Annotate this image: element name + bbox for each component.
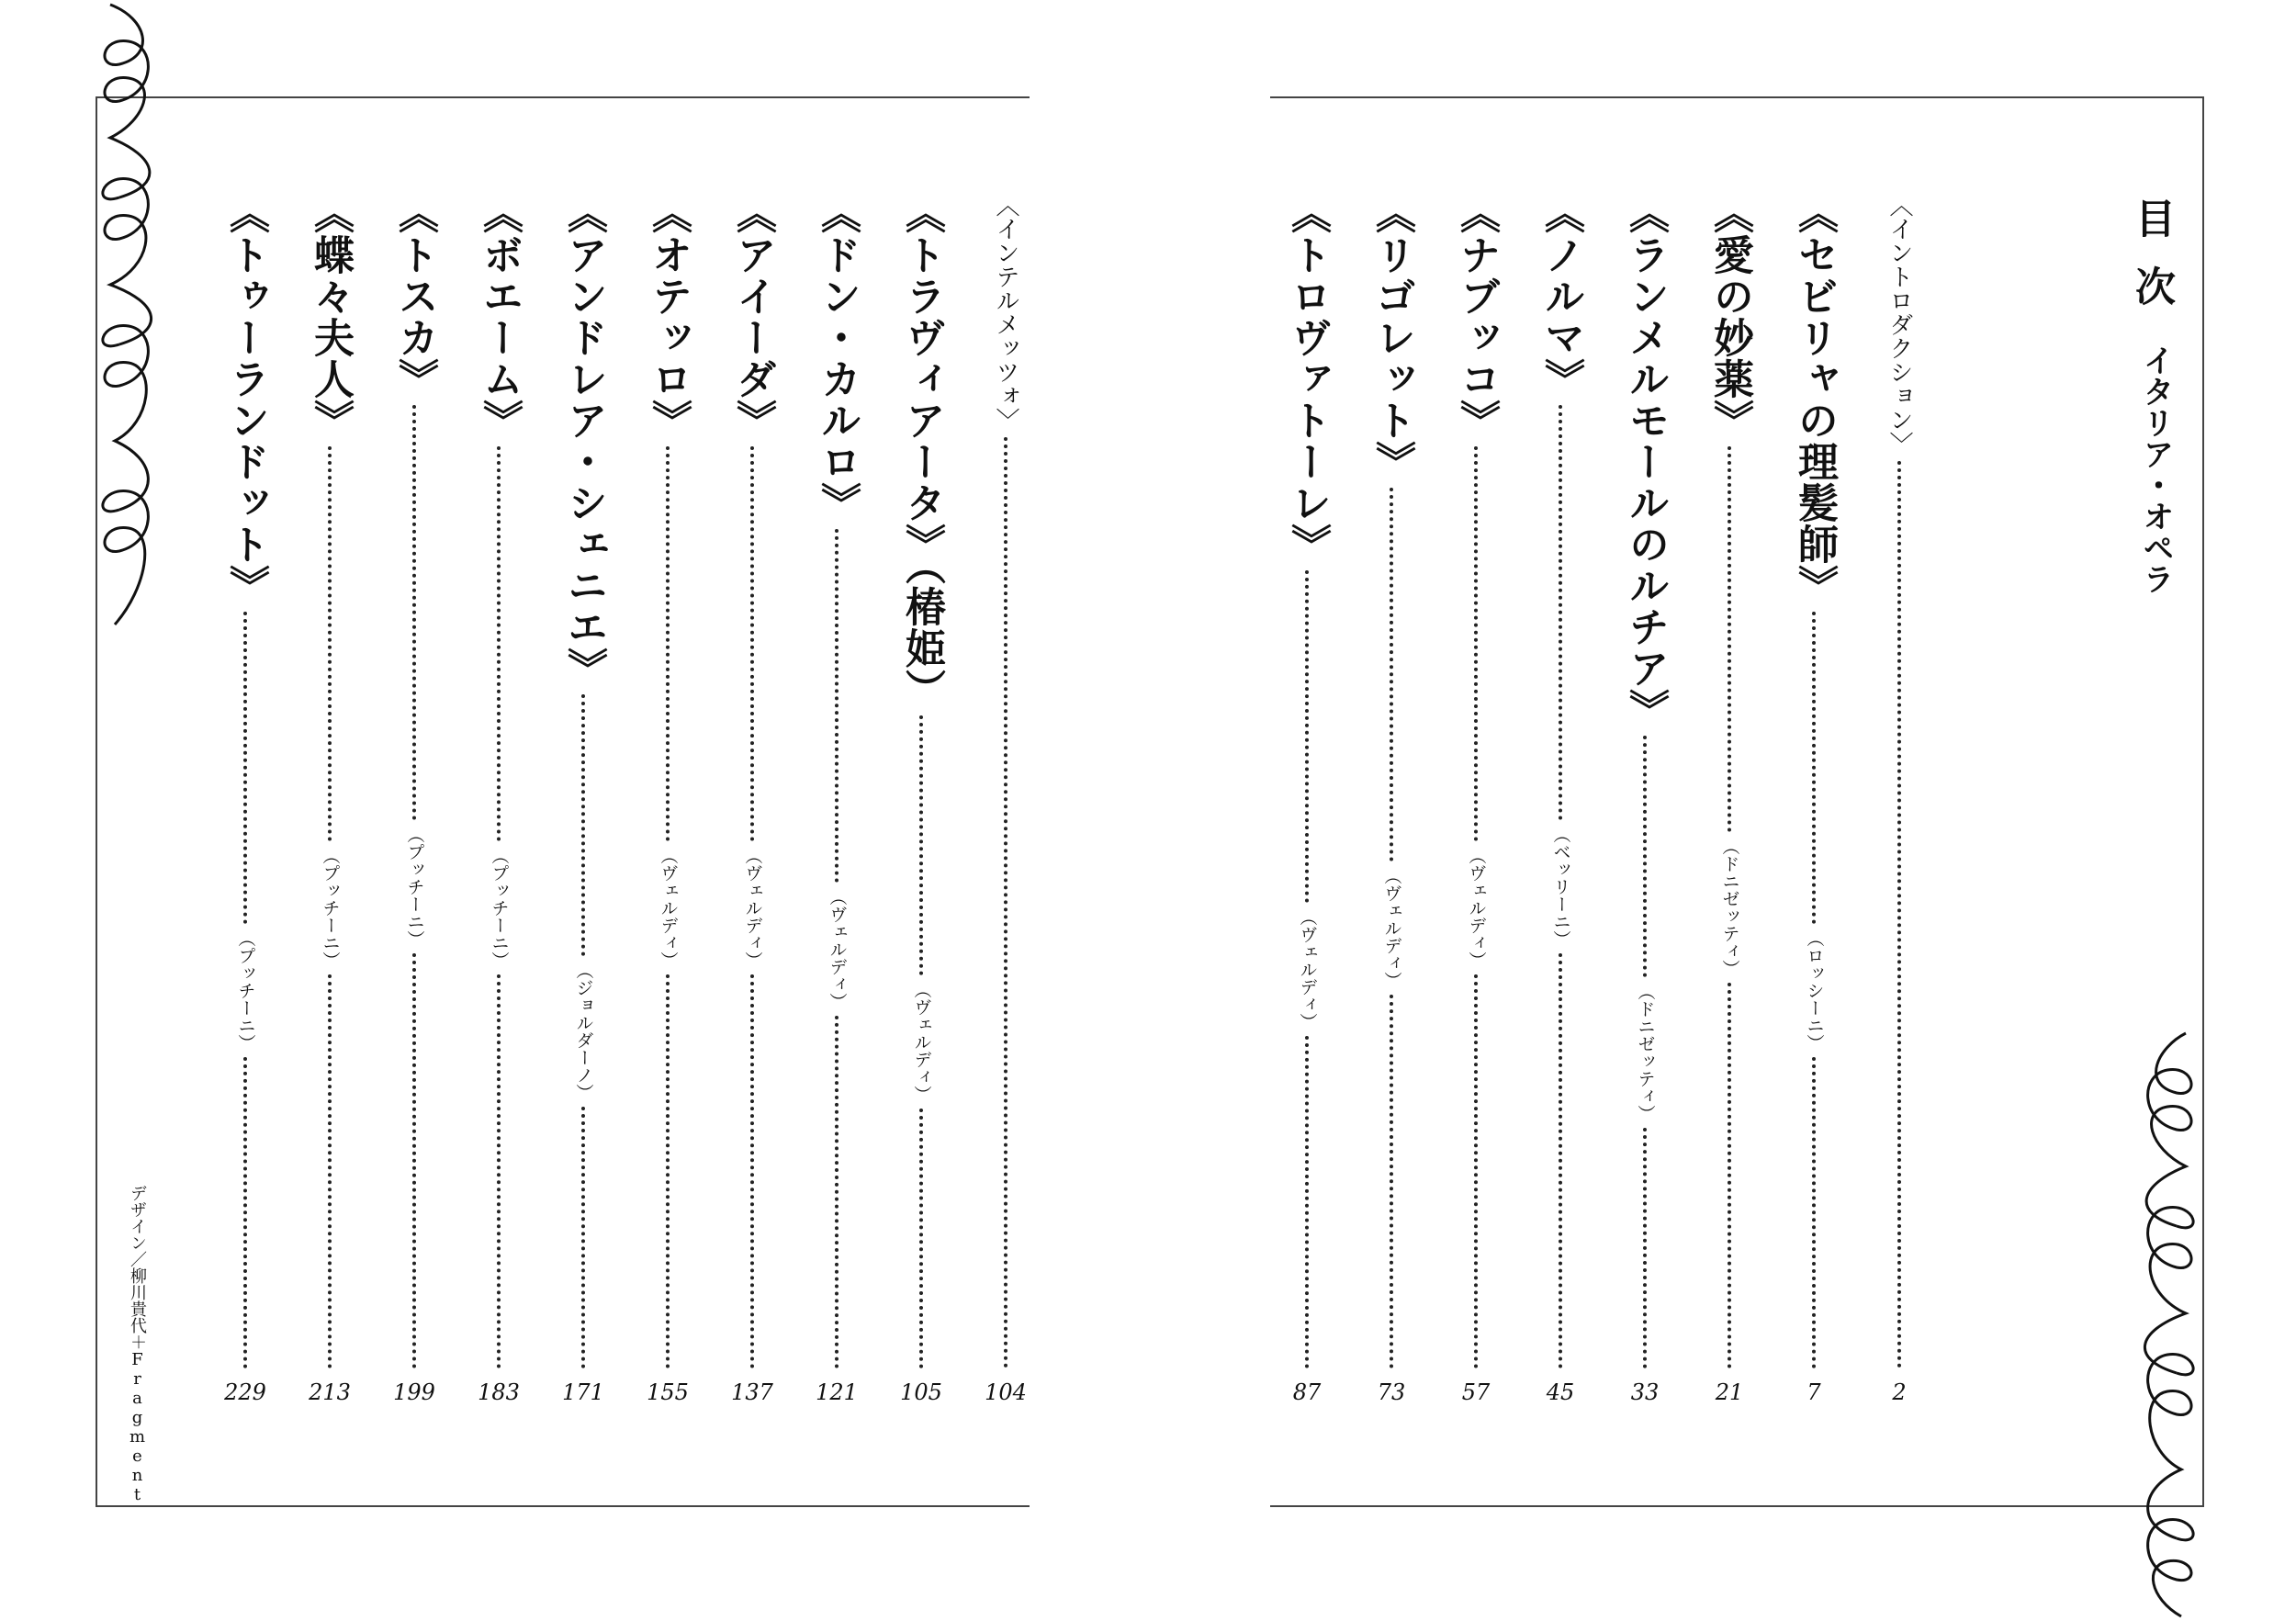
entry-page-number: 104	[985, 1379, 1027, 1405]
toc-entry[interactable]	[382, 193, 446, 1405]
leader-dots	[1390, 995, 1393, 1368]
entry-composer: （プッチーニ）	[404, 826, 425, 948]
leader-dots	[666, 446, 670, 841]
entry-composer: （ドニゼッティ）	[1719, 838, 1740, 977]
entry-title: 《トロヴァトーレ》	[1284, 193, 1331, 565]
toc-entry[interactable]	[1613, 193, 1677, 1405]
entry-page-number: 229	[224, 1379, 266, 1405]
toc-entry[interactable]	[1444, 193, 1508, 1405]
toc-entry[interactable]	[467, 193, 531, 1405]
entry-composer: （ヴェルディ）	[1297, 908, 1318, 1030]
entry-page-number: 2	[1892, 1379, 1907, 1405]
leader-dots	[1812, 1057, 1816, 1369]
leader-dots	[1390, 488, 1393, 861]
entry-title: 《ノルマ》	[1537, 193, 1584, 400]
leader-dots	[328, 446, 332, 841]
entry-page-number: 121	[816, 1379, 858, 1405]
toc-entry[interactable]	[889, 193, 953, 1405]
leader-dots	[750, 974, 754, 1369]
leader-dots	[919, 715, 923, 975]
leader-dots	[1643, 736, 1647, 977]
entry-page-number: 57	[1461, 1379, 1491, 1405]
leader-dots	[1474, 974, 1478, 1369]
entry-title: 《ナブッコ》	[1453, 193, 1500, 441]
leader-dots	[666, 974, 670, 1369]
toc-entry[interactable]	[805, 193, 869, 1405]
leader-dots	[412, 405, 416, 820]
leader-dots	[243, 1057, 247, 1369]
leader-dots	[497, 974, 501, 1369]
entry-page-number: 87	[1292, 1379, 1322, 1405]
entry-title: 《リゴレット》	[1368, 193, 1415, 482]
toc-entry[interactable]	[636, 193, 700, 1405]
entry-title: 《アンドレア・シェニエ》	[560, 193, 607, 689]
entry-page-number: 7	[1806, 1379, 1821, 1405]
entry-composer: （ベッリーニ）	[1550, 826, 1571, 948]
flourish-ornament-left	[92, 0, 174, 634]
toc-entry[interactable]	[1275, 193, 1339, 1405]
leader-dots	[412, 953, 416, 1368]
entry-composer: （ヴェルディ）	[911, 981, 932, 1103]
toc-heading: 目次	[2128, 197, 2175, 333]
leader-dots	[1474, 446, 1478, 841]
leader-dots	[835, 1016, 838, 1369]
leader-dots	[1004, 437, 1007, 1368]
leader-dots	[750, 446, 754, 841]
leader-dots	[919, 1109, 923, 1368]
entry-page-number: 73	[1377, 1379, 1406, 1405]
entry-title: 〈イントロダクション〉	[1885, 193, 1913, 456]
flourish-ornament-right	[2122, 1029, 2204, 1621]
entry-page-number: 137	[731, 1379, 773, 1405]
leader-dots	[1812, 612, 1816, 924]
toc-entry[interactable]	[213, 193, 277, 1405]
entry-title: 《トスカ》	[391, 193, 438, 400]
leader-dots	[581, 1107, 585, 1368]
leader-dots	[243, 612, 247, 924]
entry-composer: （ヴェルディ）	[658, 846, 679, 969]
entry-title: 《ボエーム》	[476, 193, 523, 441]
leader-dots	[1728, 446, 1731, 832]
entry-composer: （ヴェルディ）	[742, 846, 763, 969]
entry-page-number: 171	[562, 1379, 604, 1405]
leader-dots	[581, 694, 585, 956]
toc-subtitle: イタリア・オペラ	[2137, 344, 2174, 594]
entry-composer: （ヴェルディ）	[1466, 846, 1487, 969]
toc-entry-intro[interactable]	[1867, 193, 1931, 1405]
entry-title: 《ランメルモールのルチア》	[1622, 193, 1669, 730]
entry-title: 《アイーダ》	[729, 193, 776, 441]
leader-dots	[1643, 1128, 1647, 1369]
entry-composer: （ヴェルディ）	[1381, 867, 1402, 989]
toc-entry[interactable]	[1359, 193, 1424, 1405]
leader-dots	[1305, 570, 1309, 903]
entry-composer: （ヴェルディ）	[827, 887, 848, 1010]
leader-dots	[1728, 983, 1731, 1368]
entry-page-number: 213	[309, 1379, 351, 1405]
leader-dots	[1559, 953, 1562, 1368]
entry-title: 《トゥーランドット》	[222, 193, 269, 606]
entry-page-number: 45	[1546, 1379, 1575, 1405]
leader-dots	[1897, 461, 1901, 1368]
toc-entry[interactable]	[720, 193, 784, 1405]
entry-composer: （プッチーニ）	[320, 846, 341, 969]
entry-composer: （ジョルダーノ）	[573, 962, 594, 1101]
toc-entry[interactable]	[551, 193, 615, 1405]
leader-dots	[1559, 405, 1562, 820]
entry-title: 《トラヴィアータ》（椿姫）	[898, 193, 945, 710]
leader-dots	[1305, 1036, 1309, 1368]
entry-page-number: 105	[900, 1379, 942, 1405]
entry-title: 《蝶々夫人》	[307, 193, 354, 441]
entry-composer: （ロッシーニ）	[1804, 929, 1825, 1052]
toc-entry[interactable]	[298, 193, 362, 1405]
entry-title: 《セビリャの理髪師》	[1791, 193, 1838, 606]
leader-dots	[835, 529, 838, 883]
leader-dots	[497, 446, 501, 841]
entry-title: 《オテッロ》	[645, 193, 692, 441]
leader-dots	[328, 974, 332, 1369]
entry-page-number: 199	[393, 1379, 435, 1405]
entry-composer: （プッチーニ）	[489, 846, 510, 969]
entry-title: 《愛の妙薬》	[1706, 193, 1753, 441]
entry-composer: （プッチーニ）	[235, 929, 256, 1052]
toc-entry[interactable]	[1697, 193, 1761, 1405]
design-credit: デザイン／柳川貴代＋Fragment	[128, 1185, 147, 1504]
entry-page-number: 183	[478, 1379, 520, 1405]
toc-entry[interactable]	[1782, 193, 1846, 1405]
entry-title: 《ドン・カルロ》	[814, 193, 861, 523]
entry-composer: （ドニゼッティ）	[1635, 982, 1656, 1122]
toc-entry-intermezzo[interactable]	[974, 193, 1038, 1405]
entry-title: 〈インテルメッツォ〉	[992, 193, 1019, 432]
entry-page-number: 33	[1630, 1379, 1660, 1405]
entry-page-number: 21	[1715, 1379, 1744, 1405]
entry-page-number: 155	[647, 1379, 689, 1405]
toc-entry[interactable]	[1528, 193, 1593, 1405]
